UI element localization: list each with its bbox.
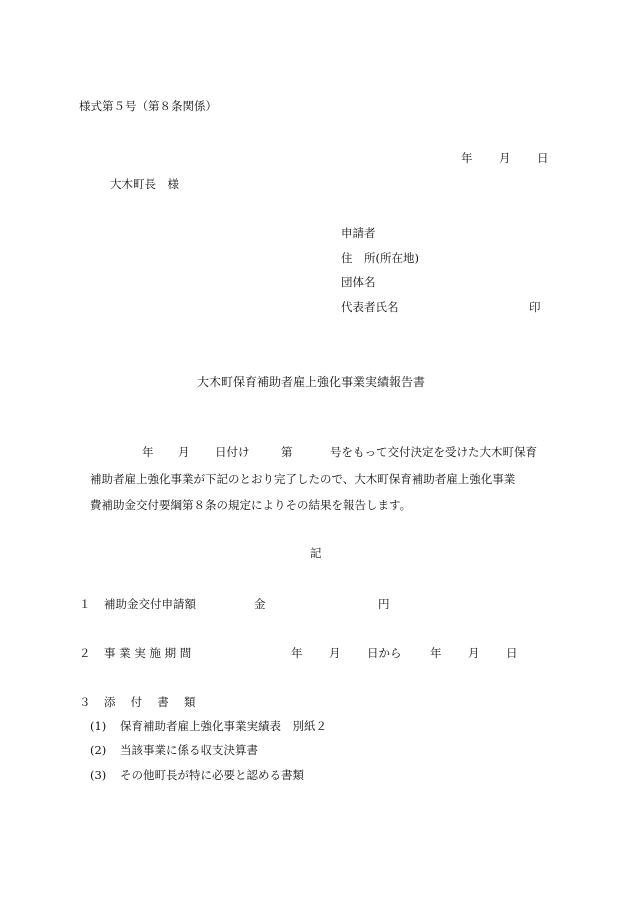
form-number: 様式第５号（第８条関係）: [79, 99, 217, 113]
item1-number: １: [79, 597, 91, 611]
date-month-label: 月: [499, 151, 511, 165]
item3-label: 添 付 書 類: [104, 695, 196, 709]
body-line1-rest: 号をもって交付決定を受けた大木町保育: [330, 445, 537, 459]
attachment-number-2: (2): [90, 743, 107, 757]
attachment-text-1: 保育補助者雇上強化事業実績表 別紙２: [120, 719, 327, 733]
item2-label: 事 業 実 施 期 間: [104, 646, 192, 660]
document-title: 大木町保育補助者雇上強化事業実績報告書: [197, 375, 426, 389]
item2-number: ２: [79, 646, 91, 660]
item2-from-month: 月: [329, 646, 341, 660]
item2-to-year: 年: [430, 646, 442, 660]
applicant-heading: 申請者: [341, 226, 376, 240]
body-day-given: 日付け: [215, 445, 250, 459]
item2-to-day: 日: [506, 646, 518, 660]
body-line2: 補助者雇上強化事業が下記のとおり完了したので、大木町保育補助者雇上強化事業: [90, 472, 516, 486]
item1-label: 補助金交付申請額: [104, 597, 196, 611]
body-year: 年: [142, 445, 154, 459]
seal-label: 印: [529, 300, 541, 314]
date-day-label: 日: [537, 151, 549, 165]
item2-from-day: 日から: [367, 646, 402, 660]
item2-from-year: 年: [291, 646, 303, 660]
attachment-text-2: 当該事業に係る収支決算書: [120, 743, 258, 757]
applicant-representative-label: 代表者氏名: [341, 300, 399, 314]
attachment-number-1: (1): [90, 719, 107, 733]
addressee: 大木町長 様: [110, 177, 179, 191]
attachment-number-3: (3): [90, 768, 107, 782]
body-line3: 費補助金交付要綱第８条の規定によりその結果を報告します。: [90, 498, 412, 512]
applicant-organization-label: 団体名: [341, 275, 376, 289]
date-year-label: 年: [461, 151, 473, 165]
ki-heading: 記: [310, 546, 322, 560]
body-month: 月: [178, 445, 190, 459]
item1-yen: 円: [378, 597, 390, 611]
item1-kin: 金: [254, 597, 266, 611]
body-dai: 第: [281, 445, 293, 459]
item3-number: ３: [79, 695, 91, 709]
item2-to-month: 月: [468, 646, 480, 660]
attachment-text-3: その他町長が特に必要と認める書類: [120, 768, 304, 782]
applicant-address-label: 住 所(所在地): [341, 251, 419, 265]
